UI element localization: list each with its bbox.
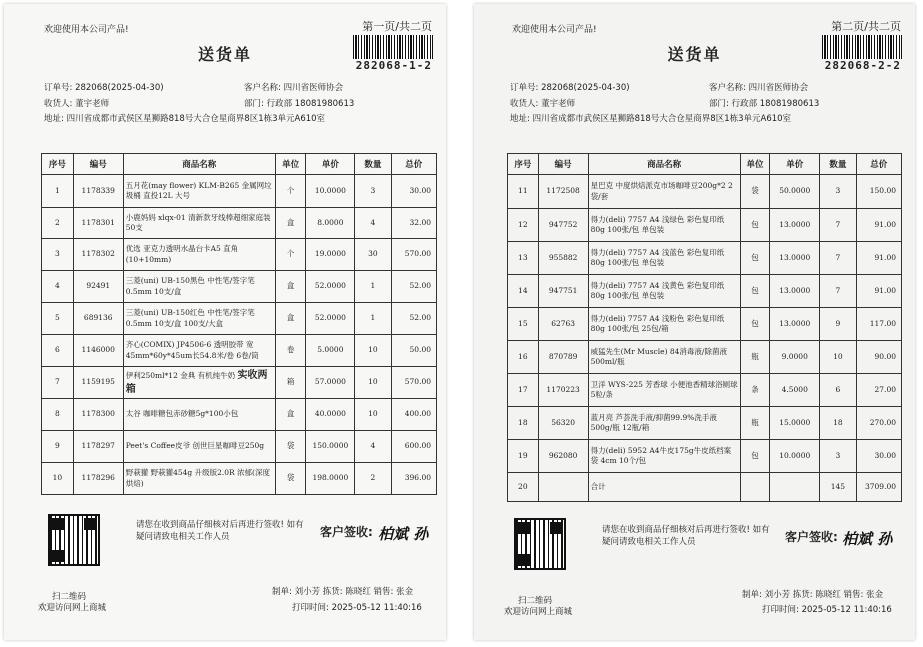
row-price [770,473,820,502]
customer-signature: 柏斌 孙 [842,530,893,548]
row-unit: 包 [740,209,770,242]
order-number: 订单号: 282068(2025-04-30) [44,83,164,93]
table-header [42,154,437,175]
row-total: 30.00 [391,175,436,208]
row-unit: 箱 [275,367,306,399]
row-qty: 10 [355,399,391,431]
print-time: 打印时间: 2025-05-12 11:40:16 [292,603,422,613]
col-header: 商品名称 [588,154,740,175]
row-name: 三菱(uni) UB-150红色 中性笔/签字笔0.5mm 10支/盒 100支/大盒 [123,303,275,335]
row-no: 2 [42,208,74,239]
row-unit: 包 [740,275,770,308]
row-total: 270.00 [856,407,901,440]
row-no: 18 [508,407,539,440]
col-header: 编号 [73,154,123,175]
row-no: 12 [508,209,539,242]
row-price: 8.0000 [306,208,355,239]
customer-name: 客户名称: 四川省医师协会 [709,83,809,93]
qr-caption: 扫二维码 [518,596,553,606]
row-qty: 10 [355,367,391,399]
row-no: 11 [508,175,539,209]
row-total: 570.00 [391,239,436,271]
qr-caption-mall: 欢迎访问网上商城 [38,603,107,613]
page-number: 第二页/共二页 [831,20,901,33]
page-number: 第一页/共二页 [362,20,432,33]
row-no: 14 [508,275,539,308]
row-no: 20 [508,473,539,502]
table-row [508,209,902,242]
row-unit: 盒 [275,208,306,239]
row-total: 90.00 [856,341,901,374]
items-table [41,153,437,495]
col-header: 商品名称 [123,154,275,175]
row-total: 27.00 [856,374,901,407]
row-qty: 1 [355,303,391,335]
row-price: 50.0000 [770,175,820,209]
table-row [508,308,902,341]
table-row [42,271,437,303]
qr-caption: 扫二维码 [52,592,87,602]
table-row [508,341,902,374]
row-code: 1159195 [73,367,123,399]
row-total: 52.00 [391,303,436,335]
row-qty: 4 [355,208,391,239]
col-header: 单价 [306,154,355,175]
row-name: 星巴克 中度烘焙派克市场咖啡豆200g*2 2袋/套 [588,175,740,209]
table-row [42,335,437,367]
staff-line: 制单: 刘小芳 拣货: 陈晓红 销售: 张金 [742,590,884,600]
row-no: 17 [508,374,539,407]
row-name-text: 伊利250ml*12 金典 有机纯牛奶 [125,371,236,380]
row-unit: 盒 [275,303,306,335]
row-code: 62763 [538,308,588,341]
department: 部门: 行政部 18081980613 [709,99,820,109]
table-row [508,242,902,275]
row-code: 947752 [538,209,588,242]
row-qty: 10 [820,341,856,374]
delivery-note-page-1 [4,4,446,640]
row-price: 5.0000 [306,335,355,367]
row-total: 570.00 [391,367,436,399]
col-header: 数量 [355,154,391,175]
barcode-number: 282068-2-2 [824,59,901,72]
receiver: 收货人: 董宇老师 [44,99,110,109]
row-code: 56320 [538,407,588,440]
row-total: 52.00 [391,271,436,303]
document-title: 送货单 [667,45,722,64]
receiver: 收货人: 董宇老师 [510,99,576,109]
row-code: 1146000 [73,335,123,367]
row-price: 13.0000 [770,209,820,242]
greeting: 欢迎使用本公司产品! [44,25,129,35]
handwritten-note: 实收两箱 [125,370,268,395]
row-no: 8 [42,399,74,431]
table-row [508,175,902,209]
table-row [508,440,902,473]
row-no: 5 [42,303,74,335]
row-no: 16 [508,341,539,374]
sign-notice: 请您在收到商品仔细核对后再进行签收! 如有疑问请致电相关工作人员 [602,525,770,547]
table-row [42,431,437,463]
col-header: 单位 [740,154,770,175]
row-name: 小鹿妈妈 xlqx-01 清新款牙线棒超细家庭装50支 [123,208,275,239]
row-no: 6 [42,335,74,367]
row-total: 50.00 [391,335,436,367]
row-total: 32.00 [391,208,436,239]
row-total: 3709.00 [856,473,901,502]
row-price: 52.0000 [306,303,355,335]
row-no: 10 [42,463,74,495]
table-total-row [508,473,902,502]
row-qty: 3 [820,440,856,473]
row-unit [740,473,770,502]
table-row [508,407,902,440]
row-total: 91.00 [856,275,901,308]
row-code: 1170223 [538,374,588,407]
row-price: 52.0000 [306,271,355,303]
row-name: 得力(deli) 7757 A4 浅粉色 彩色复印纸 80g 100张/包 25包/箱 [588,308,740,341]
row-total: 30.00 [856,440,901,473]
row-no: 15 [508,308,539,341]
row-name: 得力(deli) 7757 A4 浅蓝色 彩色复印纸 80g 100张/包 单包装 [588,242,740,275]
row-price: 198.0000 [306,463,355,495]
document-title: 送货单 [197,45,252,64]
row-no: 4 [42,271,74,303]
address: 地址: 四川省成都市武侯区星狮路818号大合仓星商界8区1栋3单元A610室 [44,114,326,124]
row-unit: 条 [740,374,770,407]
row-code: 1172508 [538,175,588,209]
row-no: 13 [508,242,539,275]
delivery-note-page-2 [474,4,915,640]
customer-sign-label: 客户签收: [785,530,838,544]
qr-caption-mall: 欢迎访问网上商城 [504,607,573,617]
row-no: 7 [42,367,74,399]
row-unit: 袋 [740,175,770,209]
table-row [508,374,902,407]
customer-signature: 柏斌 孙 [378,525,429,543]
row-code: 947751 [538,275,588,308]
row-name: 三菱(uni) UB-150黑色 中性笔/签字笔0.5mm 10支/盒 [123,271,275,303]
col-header: 单价 [770,154,820,175]
print-time: 打印时间: 2025-05-12 11:40:16 [762,605,892,615]
row-price: 19.0000 [306,239,355,271]
row-name: 得力(deli) 5952 A4牛皮175g牛皮纸档案袋 4cm 10个/包 [588,440,740,473]
row-name: 得力(deli) 7757 A4 浅黄色 彩色复印纸 80g 100张/包 单包装 [588,275,740,308]
qr-code [514,518,566,570]
row-unit: 瓶 [740,341,770,374]
department: 部门: 行政部 18081980613 [244,99,355,109]
row-code: 1178302 [73,239,123,271]
row-unit: 包 [740,440,770,473]
customer-name: 客户名称: 四川省医师协会 [244,83,344,93]
row-unit: 袋 [275,463,306,495]
row-qty: 18 [820,407,856,440]
row-total: 600.00 [391,431,436,463]
row-total: 91.00 [856,209,901,242]
row-no: 9 [42,431,74,463]
row-qty: 145 [820,473,856,502]
row-qty: 7 [820,275,856,308]
row-qty: 7 [820,209,856,242]
table-row [42,399,437,431]
row-total: 91.00 [856,242,901,275]
customer-sign-label: 客户签收: [320,525,373,539]
row-unit: 袋 [275,431,306,463]
row-qty: 10 [355,335,391,367]
table-header [508,154,902,175]
table-row [42,239,437,271]
row-no: 19 [508,440,539,473]
row-code: 870789 [538,341,588,374]
col-header: 总价 [856,154,901,175]
col-header: 总价 [391,154,436,175]
row-name [123,367,275,399]
row-qty: 1 [355,271,391,303]
row-name: 得力(deli) 7757 A4 浅绿色 彩色复印纸 80g 100张/包 单包装 [588,209,740,242]
row-name: 蓝月亮 芦荟洗手液/抑菌99.9%洗手液 500g/瓶 12瓶/箱 [588,407,740,440]
table-row [42,175,437,208]
order-number: 订单号: 282068(2025-04-30) [510,83,630,93]
col-header: 数量 [820,154,856,175]
barcode-number: 282068-1-2 [355,59,432,72]
row-code: 962080 [538,440,588,473]
row-no: 3 [42,239,74,271]
row-name: 齐心(COMIX) JP4506-6 透明胶带 宽45mm*60y*45um长54.8米/卷 6卷/筒 [123,335,275,367]
row-unit: 个 [275,175,306,208]
row-price: 150.0000 [306,431,355,463]
row-unit: 卷 [275,335,306,367]
row-code: 92491 [73,271,123,303]
row-price: 40.0000 [306,399,355,431]
col-header: 序号 [508,154,539,175]
row-price: 57.0000 [306,367,355,399]
row-unit: 盒 [275,399,306,431]
row-code: 1178296 [73,463,123,495]
sign-notice: 请您在收到商品仔细核对后再进行签收! 如有疑问请致电相关工作人员 [136,520,304,542]
row-total: 117.00 [856,308,901,341]
table-row [508,275,902,308]
row-price: 15.0000 [770,407,820,440]
row-price: 13.0000 [770,275,820,308]
row-unit: 盒 [275,271,306,303]
row-name: 太谷 咖啡糖包赤砂糖5g*100小包 [123,399,275,431]
row-price: 13.0000 [770,308,820,341]
row-unit: 瓶 [740,407,770,440]
row-qty: 3 [355,175,391,208]
row-qty: 2 [355,463,391,495]
row-unit: 个 [275,239,306,271]
row-qty: 3 [820,175,856,209]
table-row [42,463,437,495]
address: 地址: 四川省成都市武侯区星狮路818号大合仓星商界8区1栋3单元A610室 [510,114,792,124]
row-qty: 30 [355,239,391,271]
row-unit: 包 [740,308,770,341]
row-name: 五月花(may flower) KLM-B265 金属网垃圾桶 直投12L 大号 [123,175,275,208]
row-code: 1178300 [73,399,123,431]
row-name: 优选 亚克力透明水晶台卡A5 直角(10+10mm) [123,239,275,271]
row-name: 野萩獾 野萩獾454g 升级版2.0R 浓郁(深度烘焙) [123,463,275,495]
row-code: 955882 [538,242,588,275]
row-price: 10.0000 [770,440,820,473]
row-price: 10.0000 [306,175,355,208]
table-row [42,303,437,335]
row-name: Peet's Coffee皮爷 创世巨星咖啡豆250g [123,431,275,463]
row-qty: 6 [820,374,856,407]
col-header: 序号 [42,154,74,175]
row-total: 396.00 [391,463,436,495]
greeting: 欢迎使用本公司产品! [512,25,597,35]
row-code [538,473,588,502]
row-no: 1 [42,175,74,208]
row-price: 4.5000 [770,374,820,407]
row-code: 1178301 [73,208,123,239]
qr-code [48,514,100,566]
row-name: 合计 [588,473,740,502]
row-total: 150.00 [856,175,901,209]
row-price: 9.0000 [770,341,820,374]
staff-line: 制单: 刘小芳 拣货: 陈晓红 销售: 张金 [272,587,414,597]
row-qty: 9 [820,308,856,341]
row-unit: 包 [740,242,770,275]
items-table [507,153,902,502]
row-code: 1178297 [73,431,123,463]
row-qty: 7 [820,242,856,275]
row-name: 卫洋 WYS-225 芳香球 小便池香精球浴厕球 5粒/条 [588,374,740,407]
row-code: 1178339 [73,175,123,208]
row-name: 威猛先生(Mr Muscle) 84消毒液/除菌液 500ml/瓶 [588,341,740,374]
table-row [42,208,437,239]
col-header: 单位 [275,154,306,175]
row-total: 400.00 [391,399,436,431]
row-code: 689136 [73,303,123,335]
col-header: 编号 [538,154,588,175]
row-qty: 4 [355,431,391,463]
row-price: 13.0000 [770,242,820,275]
table-row [42,367,437,399]
